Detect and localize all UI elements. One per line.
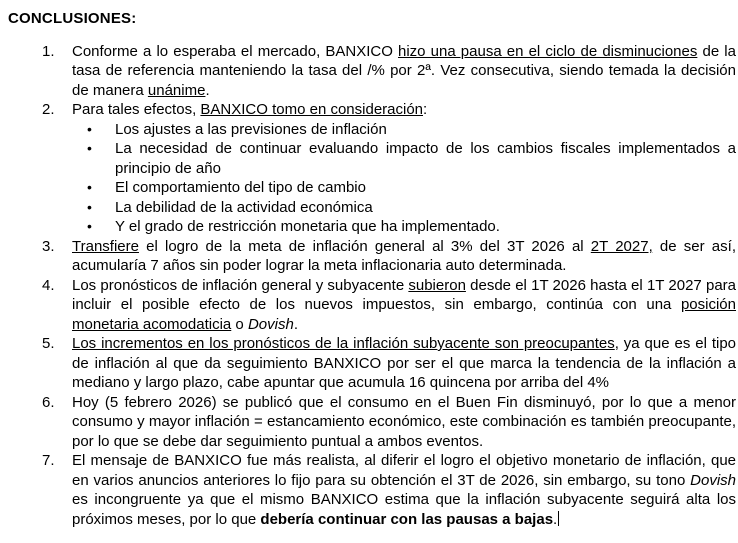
text-segment: es incongruente ya que el mismo BANXICO estima que la inflación subyacente seguirá alta los próximos meses, por lo que bbox=[72, 491, 736, 528]
bullet-text: Los ajustes a las previsiones de inflación bbox=[115, 120, 387, 138]
list-item bbox=[42, 276, 736, 335]
bullet-text: El comportamiento del tipo de cambio bbox=[115, 179, 366, 196]
text-segment: el logro de la meta de inflación general al 3% del 3T 2026 al bbox=[138, 237, 591, 255]
bullet-list-item bbox=[87, 178, 736, 198]
item-number: 1. bbox=[42, 42, 55, 60]
text-segment: de la tasa de referencia manteniendo la tasa del /% por 2ª. Vez consecutiva, siendo temada la decisión de manera bbox=[72, 42, 736, 99]
underlined-text: hizo una pausa en el ciclo de disminuciones bbox=[398, 42, 698, 60]
underlined-text: posición monetaria acomodaticia bbox=[72, 296, 736, 333]
bullet-text: La necesidad de continuar evaluando impacto de los cambios fiscales implementados a principio de año bbox=[115, 140, 736, 177]
underlined-text: unánime bbox=[147, 81, 206, 99]
bullet-icon: • bbox=[87, 198, 92, 215]
text-segment: desde el 1T 2026 hasta el 1T 2027 para incluir el posible efecto de los nuevos impuestos, sin embargo, continúa con una bbox=[72, 276, 736, 313]
bullet-icon: • bbox=[87, 218, 92, 234]
item-number: 5. bbox=[42, 335, 55, 352]
list-item bbox=[42, 393, 736, 452]
underlined-text: 2T 2027, bbox=[590, 237, 653, 255]
item-number: 3. bbox=[42, 237, 55, 255]
bullet-list-item bbox=[87, 217, 736, 237]
document-title: CONCLUSIONES: bbox=[8, 10, 137, 27]
text-segment: . bbox=[205, 81, 210, 99]
text-segment: o bbox=[231, 315, 248, 333]
item-number: 4. bbox=[42, 276, 55, 294]
text-segment: : bbox=[423, 101, 428, 118]
bullet-list-item bbox=[87, 120, 736, 140]
bullet-icon: • bbox=[87, 120, 92, 137]
text-segment: Para tales efectos, bbox=[72, 101, 201, 118]
list-item bbox=[42, 100, 736, 120]
item-text bbox=[72, 276, 736, 335]
conclusions-list bbox=[8, 42, 736, 530]
item-text bbox=[72, 334, 736, 393]
item-text bbox=[72, 100, 736, 120]
underlined-text: BANXICO tomo en consideración bbox=[200, 101, 424, 118]
item-text bbox=[72, 237, 736, 276]
list-item bbox=[42, 42, 736, 101]
underlined-text: Transfiere bbox=[72, 237, 139, 255]
bullet-list-item bbox=[87, 139, 736, 178]
text-cursor bbox=[558, 511, 559, 526]
text-segment: Hoy (5 febrero 2026) se publicó que el consumo en el Buen Fin disminuyó, por lo que a menor consumo y mayor inflación = estancamiento económico, este combinación es también preocupante, por lo que se debe dar seguimiento puntual a ambos eventos. bbox=[72, 393, 736, 450]
bullet-text: La debilidad de la actividad económica bbox=[115, 198, 373, 216]
text-segment: . bbox=[553, 510, 558, 528]
text-segment: Los pronósticos de inflación general y subyacente bbox=[72, 276, 409, 294]
bold-text: debería continuar con las pausas a bajas bbox=[260, 510, 554, 528]
italic-text: Dovish bbox=[247, 315, 294, 333]
bullet-text: Y el grado de restricción monetaria que ha implementado. bbox=[115, 218, 500, 235]
underlined-text: Los incrementos en los pronósticos de la inflación subyacente son preocupantes bbox=[72, 335, 615, 352]
list-item bbox=[42, 334, 736, 393]
text-segment: , ya que es el tipo de inflación al que da seguimiento BANXICO por ser el que marca la tendencia de la inflación a mediano y largo plazo, cabe apuntar que acumula 16 quincena por arriba del 4% bbox=[72, 335, 737, 391]
bullet-icon: • bbox=[87, 140, 92, 156]
bullet-list-item bbox=[87, 198, 736, 218]
bullet-icon: • bbox=[87, 179, 92, 195]
text-segment: El mensaje de BANXICO fue más realista, al diferir el logro el objetivo monetario de inflación, que en varios anuncios anteriores lo fijo para su obtención el 3T de 2026, sin embargo, su tono bbox=[72, 452, 736, 489]
item-number: 2. bbox=[42, 101, 55, 118]
underlined-text: subieron bbox=[408, 276, 466, 294]
item-text bbox=[72, 451, 736, 529]
item-number: 7. bbox=[42, 452, 55, 469]
item-text bbox=[72, 393, 736, 452]
text-segment: . bbox=[293, 315, 298, 333]
italic-text: Dovish bbox=[690, 471, 736, 489]
list-item bbox=[42, 237, 736, 276]
text-segment: de ser así, acumularía 7 años sin poder lograr la meta inflacionaria auto determinada. bbox=[72, 237, 736, 274]
text-segment: Conforme a lo esperaba el mercado, BANXICO bbox=[72, 42, 398, 60]
item-number: 6. bbox=[42, 393, 55, 411]
item-text bbox=[72, 42, 736, 101]
list-item bbox=[42, 451, 736, 529]
